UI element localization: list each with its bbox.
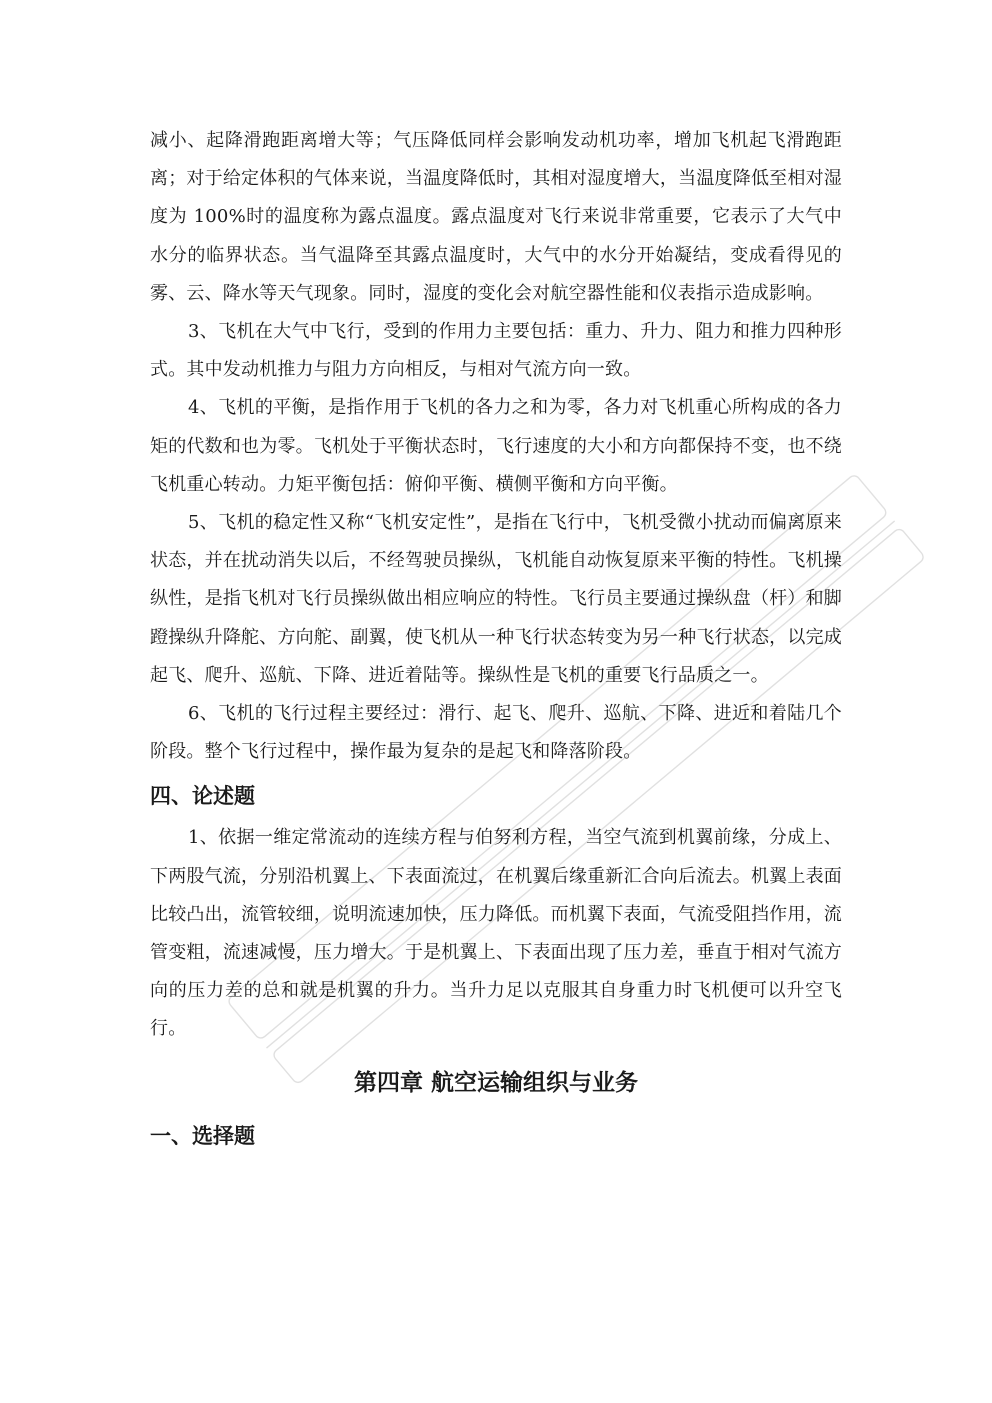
section-heading-essay: 四、论述题 — [150, 784, 255, 809]
section-heading-choice: 一、选择题 — [150, 1123, 255, 1148]
page-content — [150, 122, 842, 1159]
paragraph-essay-1: 1、依据一维定常流动的连续方程与伯努利方程，当空气流到机翼前缘，分成上、下两股气流，分别沿机翼上、下表面流过，在机翼后缘重新汇合向后流去。机翼上表面比较凸出，流管较细，说明流速加快，压力降低。而机翼下表面，气流受阻挡作用，流管变粗，流速减慢，压力增大。于是机翼上、下表面出现了压力差，垂直于相对气流方向的压力差的总和就是机翼的升力。当升力足以克服其自身重力时飞机便可以升空飞行。 — [150, 827, 842, 1040]
paragraph-continued: 减小、起降滑跑距离增大等；气压降低同样会影响发动机功率，增加飞机起飞滑跑距离；对于给定体积的气体来说，当温度降低时，其相对湿度增大，当温度降低至相对湿度为 100%时的温度称为露点温度。露点温度对飞行来说非常重要，它表示了大气中水分的临界状态。当气温降至其露点温度时，大气中的水分开始凝结，变成看得见的雾、云、降水等天气现象。同时，湿度的变化会对航空器性能和仪表指示造成影响。 — [150, 130, 842, 304]
paragraph-item-6: 6、飞机的飞行过程主要经过：滑行、起飞、爬升、巡航、下降、进近和着陆几个阶段。整个飞行过程中，操作最为复杂的是起飞和降落阶段。 — [150, 703, 842, 763]
chapter-title: 第四章 航空运输组织与业务 — [353, 1069, 638, 1096]
paragraph-item-5: 5、飞机的稳定性又称“飞机安定性”，是指在飞行中，飞机受微小扰动而偏离原来状态，并在扰动消失以后，不经驾驶员操纵，飞机能自动恢复原来平衡的特性。飞机操纵性，是指飞机对飞行员操纵做出相应响应的特性。飞行员主要通过操纵盘（杆）和脚蹬操纵升降舵、方向舵、副翼，使飞机从一种飞行状态转变为另一种飞行状态，以完成起飞、爬升、巡航、下降、进近着陆等。操纵性是飞机的重要飞行品质之一。 — [150, 512, 842, 686]
paragraph-item-3: 3、飞机在大气中飞行，受到的作用力主要包括：重力、升力、阻力和推力四种形式。其中发动机推力与阻力方向相反，与相对气流方向一致。 — [150, 321, 842, 381]
paragraph-item-4: 4、飞机的平衡，是指作用于飞机的各力之和为零，各力对飞机重心所构成的各力矩的代数和也为零。飞机处于平衡状态时，飞行速度的大小和方向都保持不变，也不绕飞机重心转动。力矩平衡包括：俯仰平衡、横侧平衡和方向平衡。 — [150, 397, 842, 495]
